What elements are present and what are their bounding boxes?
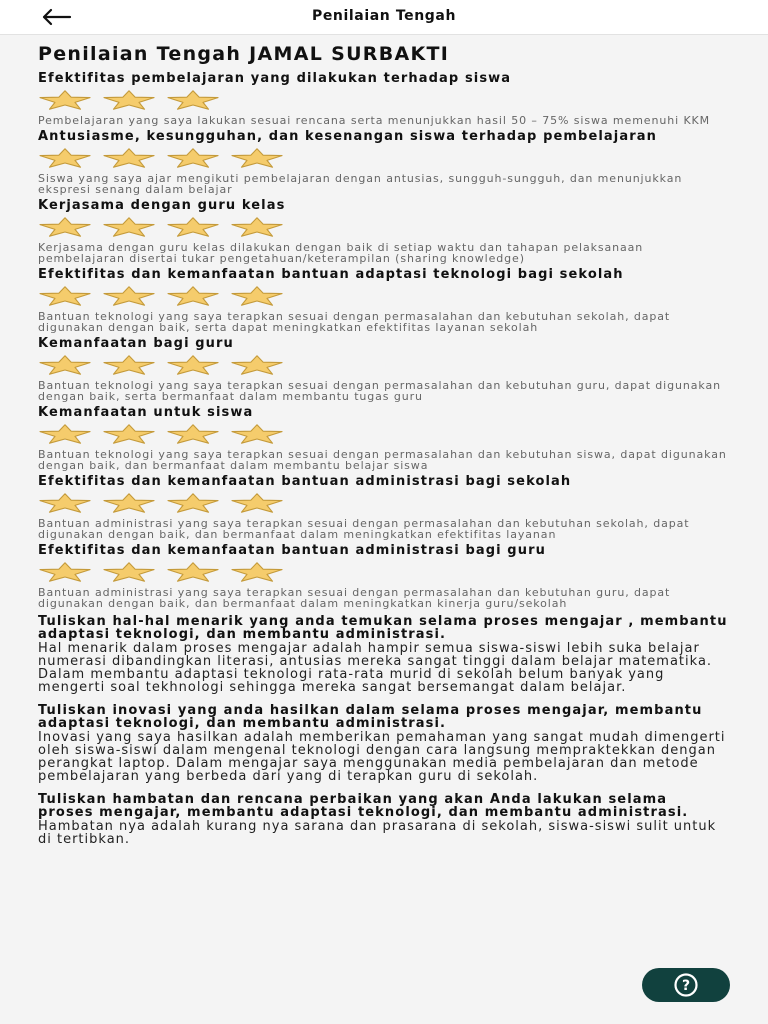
star-icon[interactable] <box>102 217 156 237</box>
star-icon[interactable] <box>230 562 284 582</box>
star-icon[interactable] <box>102 355 156 375</box>
star-icon[interactable] <box>166 562 220 582</box>
criterion-title: Efektifitas dan kemanfaatan bantuan adaptasi teknologi bagi sekolah <box>38 267 624 282</box>
star-icon[interactable] <box>38 148 92 168</box>
criterion-item <box>38 406 728 471</box>
criterion-description: Siswa yang saya ajar mengikuti pembelajaran dengan antusias, sungguh-sungguh, dan menunjukkan ekspresi senang dalam belajar <box>38 172 683 196</box>
star-icon[interactable] <box>166 493 220 513</box>
criterion-description: Kerjasama dengan guru kelas dilakukan dengan baik di setiap waktu dan tahapan pelaksanaan pembelajaran disertai tukar pengetahuan/keterampilan (sharing knowledge) <box>38 241 644 265</box>
criterion-description: Bantuan teknologi yang saya terapkan sesuai dengan permasalahan dan kebutuhan guru, dapat digunakan dengan baik, serta bermanfaat dalam membantu tugas guru <box>38 379 721 403</box>
criteria-list <box>38 72 728 609</box>
essay-answer: Hal menarik dalam proses mengajar adalah hampir semua siswa-siswi lebih suka belajar numerasi dibandingkan literasi, antusias mereka sangat tinggi dalam belajar matematika. Dalam membantu adaptasi teknologi rata-rata murid di sekolah belum banyak yang mengerti soal tekhnologi sehingga mereka sangat bersemangat dalam belajar. <box>38 641 713 695</box>
star-icon[interactable] <box>230 493 284 513</box>
help-icon <box>673 972 699 998</box>
criterion-description: Bantuan administrasi yang saya terapkan sesuai dengan permasalahan dan kebutuhan sekolah, dapat digunakan dengan baik, dan bermanfaat dalam meningkatkan efektifitas layanan <box>38 517 690 541</box>
criterion-item <box>38 544 728 609</box>
criterion-description: Bantuan administrasi yang saya terapkan sesuai dengan permasalahan dan kebutuhan guru, dapat digunakan dengan baik, dan bermanfaat dalam meningkatkan kinerja guru/sekolah <box>38 586 671 610</box>
svg-text:?: ? <box>681 978 691 994</box>
app-bar <box>0 0 768 35</box>
star-rating <box>38 492 728 514</box>
star-icon[interactable] <box>166 355 220 375</box>
criterion-item <box>38 199 728 264</box>
essay-item <box>38 704 728 783</box>
star-icon[interactable] <box>102 562 156 582</box>
star-rating <box>38 285 728 307</box>
star-icon[interactable] <box>38 424 92 444</box>
essay-answer: Inovasi yang saya hasilkan adalah memberikan pemahaman yang sangat mudah dimengerti oleh siswa-siswi dalam mengenal teknologi dengan cara langsung mempraktekkan dengan perangkat laptop. Dalam mengajar saya menggunakan media pembelajaran dan metode pembelajaran yang berbeda dari yang di terapkan guru di sekolah. <box>38 730 726 784</box>
criterion-item <box>38 475 728 540</box>
criterion-description: Bantuan teknologi yang saya terapkan sesuai dengan permasalahan dan kebutuhan sekolah, dapat digunakan dengan baik, serta dapat meningkatkan efektifitas layanan sekolah <box>38 310 671 334</box>
criterion-description: Bantuan teknologi yang saya terapkan sesuai dengan permasalahan dan kebutuhan siswa, dapat digunakan dengan baik, dan bermanfaat dalam membantu belajar siswa <box>38 448 727 472</box>
star-icon[interactable] <box>230 424 284 444</box>
star-rating <box>38 89 728 111</box>
star-icon[interactable] <box>166 90 220 110</box>
criterion-item <box>38 337 728 402</box>
criterion-item <box>38 72 728 126</box>
star-icon[interactable] <box>38 562 92 582</box>
app-bar-title: Penilaian Tengah <box>311 8 457 24</box>
essay-list <box>38 615 728 846</box>
criterion-title: Kemanfaatan untuk siswa <box>38 405 254 420</box>
star-icon[interactable] <box>102 493 156 513</box>
page-title: Penilaian Tengah JAMAL SURBAKTI <box>38 43 450 65</box>
essay-answer: Hambatan nya adalah kurang nya sarana dan prasarana di sekolah, siswa-siswi sulit untuk di tertibkan. <box>38 819 717 847</box>
star-rating <box>38 216 728 238</box>
star-icon[interactable] <box>38 355 92 375</box>
star-rating <box>38 423 728 445</box>
essay-question: Tuliskan hambatan dan rencana perbaikan yang akan Anda lakukan selama proses mengajar, membantu adaptasi teknologi, dan membantu administrasi. <box>38 792 689 820</box>
star-icon[interactable] <box>38 90 92 110</box>
star-icon[interactable] <box>230 355 284 375</box>
criterion-title: Efektifitas pembelajaran yang dilakukan terhadap siswa <box>38 71 512 86</box>
criterion-title: Kerjasama dengan guru kelas <box>38 198 286 213</box>
star-icon[interactable] <box>102 424 156 444</box>
star-icon[interactable] <box>166 286 220 306</box>
star-icon[interactable] <box>230 148 284 168</box>
assessment-content <box>38 42 728 856</box>
star-icon[interactable] <box>38 493 92 513</box>
star-icon[interactable] <box>230 286 284 306</box>
star-icon[interactable] <box>38 286 92 306</box>
criterion-description: Pembelajaran yang saya lakukan sesuai rencana serta menunjukkan hasil 50 – 75% siswa memenuhi KKM <box>38 114 711 127</box>
essay-question: Tuliskan hal-hal menarik yang anda temukan selama proses mengajar , membantu adaptasi teknologi, dan membantu administrasi. <box>38 614 728 642</box>
criterion-title: Efektifitas dan kemanfaatan bantuan administrasi bagi guru <box>38 543 546 558</box>
star-rating <box>38 354 728 376</box>
star-icon[interactable] <box>102 286 156 306</box>
star-icon[interactable] <box>166 217 220 237</box>
star-icon[interactable] <box>166 424 220 444</box>
star-icon[interactable] <box>102 90 156 110</box>
star-rating <box>38 561 728 583</box>
help-button[interactable] <box>642 968 730 1002</box>
criterion-title: Antusiasme, kesungguhan, dan kesenangan siswa terhadap pembelajaran <box>38 129 657 144</box>
criterion-item <box>38 268 728 333</box>
star-icon[interactable] <box>102 148 156 168</box>
essay-question: Tuliskan inovasi yang anda hasilkan dalam selama proses mengajar, membantu adaptasi teknologi, dan membantu administrasi. <box>38 703 703 731</box>
criterion-title: Efektifitas dan kemanfaatan bantuan administrasi bagi sekolah <box>38 474 572 489</box>
essay-item <box>38 615 728 694</box>
star-rating <box>38 147 728 169</box>
star-icon[interactable] <box>166 148 220 168</box>
criterion-item <box>38 130 728 195</box>
star-icon[interactable] <box>230 217 284 237</box>
criterion-title: Kemanfaatan bagi guru <box>38 336 234 351</box>
essay-item <box>38 793 728 846</box>
star-icon[interactable] <box>38 217 92 237</box>
